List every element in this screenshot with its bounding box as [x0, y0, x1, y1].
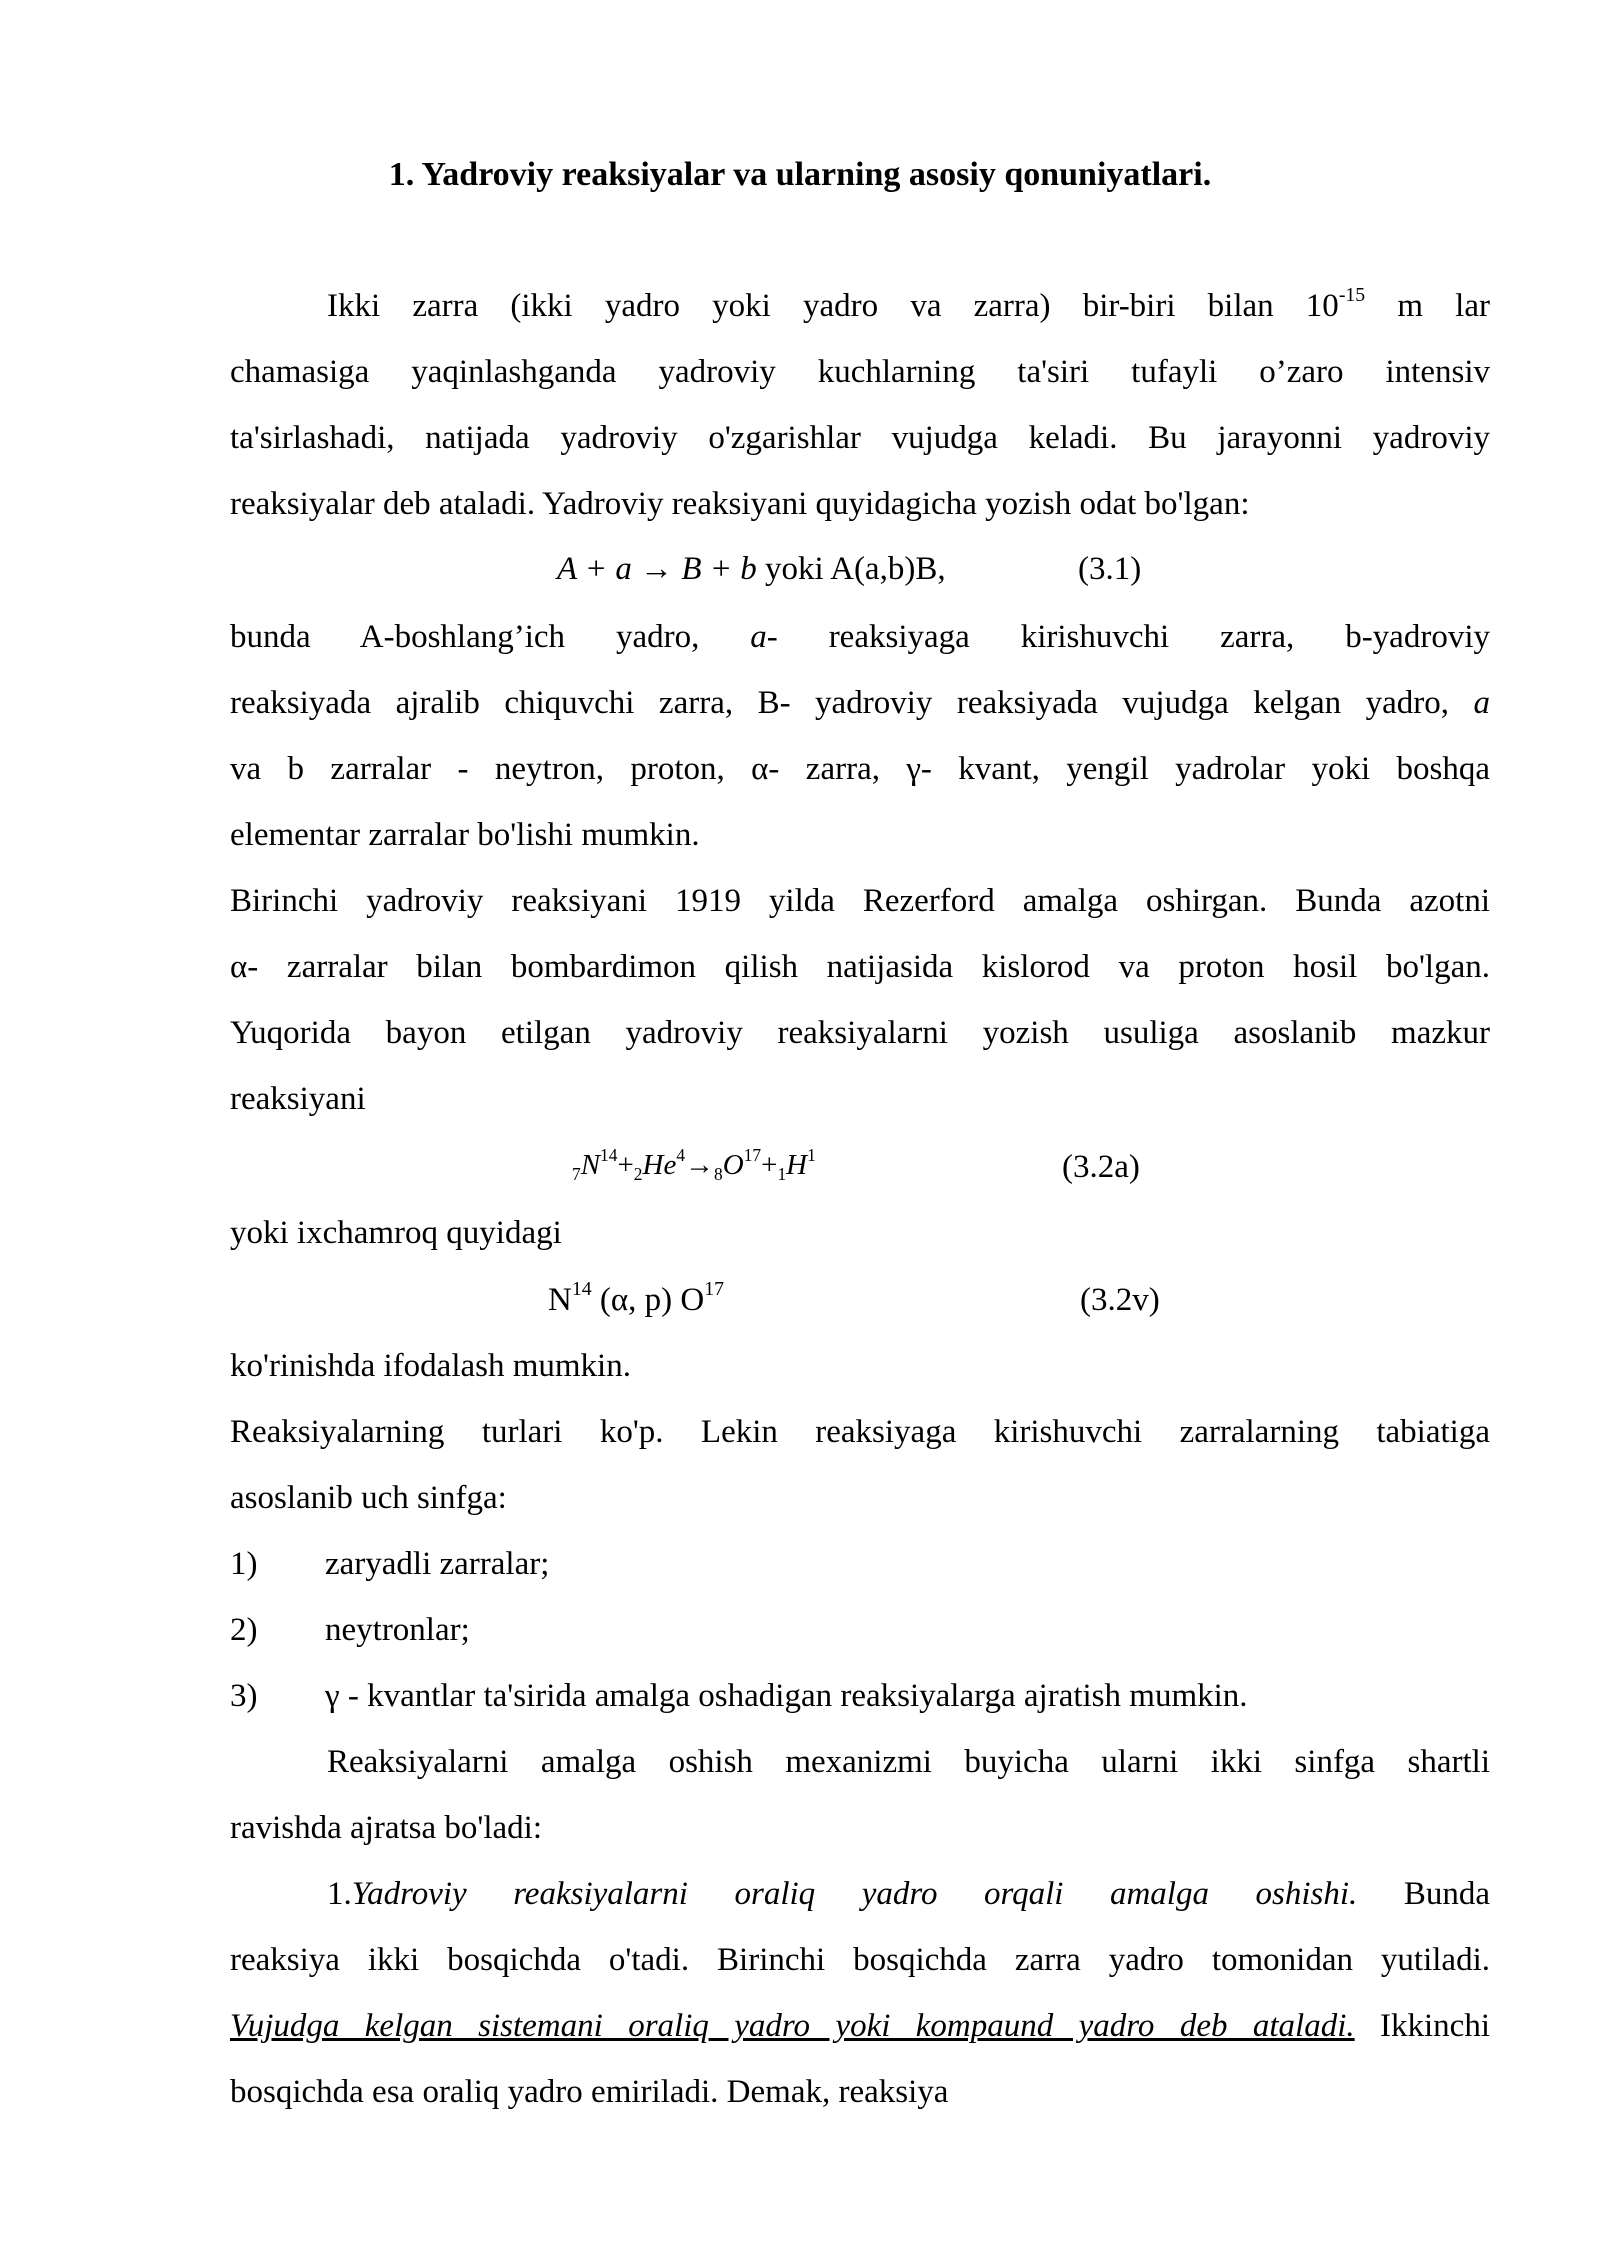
equation-3-2a [572, 1145, 816, 1188]
equation-number: (3.1) [1078, 551, 1142, 587]
element-symbol: N [548, 1282, 572, 1318]
paragraph-8-line-1 [327, 1874, 1490, 1914]
paragraph-2-line-1 [230, 617, 1490, 657]
list-item-number: 2) [230, 1612, 258, 1648]
list-item-text: neytronlar; [325, 1612, 470, 1648]
text-span: 1. [327, 1876, 352, 1912]
paragraph-7-line-2: ravishda ajratsa bo'ladi: [230, 1810, 543, 1846]
text-span: m lar [1365, 288, 1490, 324]
italic-symbol: a [1473, 685, 1490, 721]
paragraph-4: yoki ixchamroq quyidagi [230, 1215, 562, 1251]
plus-sign: + [617, 1149, 634, 1181]
italic-heading: Yadroviy reaksiyalarni oraliq yadro orqali amalga oshishi. [351, 1876, 1358, 1912]
mass-number: 4 [676, 1144, 686, 1165]
equation-number: (3.2a) [1062, 1149, 1140, 1185]
exponent: -15 [1338, 284, 1366, 307]
element-symbol: He [642, 1149, 677, 1181]
paragraph-6-line-1: Reaksiyalarning turlari ko'p. Lekin reaksiyaga kirishuvchi zarralarning tabiatiga [230, 1414, 1490, 1450]
reaction-arrow: → [685, 1149, 715, 1181]
text-span: Ikki zarra (ikki yadro yoki yadro va zarra) bir-biri bilan 10 [327, 288, 1339, 324]
paragraph-3-line-4: reaksiyani [230, 1081, 366, 1117]
text-span: reaksiyaga kirishuvchi zarra, b-yadroviy [777, 619, 1490, 655]
list-item-text: γ - kvantlar ta'sirida amalga oshadigan reaksiyalarga ajratish mumkin. [325, 1678, 1248, 1714]
element-symbol: N [580, 1149, 601, 1181]
paragraph-6-line-2: asoslanib uch sinfga: [230, 1480, 507, 1516]
section-title: 1. Yadroviy reaksiyalar va ularning asosiy qonuniyatlari. [388, 156, 1212, 193]
paragraph-5: ko'rinishda ifodalash mumkin. [230, 1348, 631, 1384]
text-span: reaksiyada ajralib chiquvchi zarra, B- yadroviy reaksiyada vujudga kelgan yadro, [230, 685, 1474, 721]
equation-formula: A + a → B + b [557, 551, 757, 587]
mass-number: 17 [743, 1144, 762, 1165]
paragraph-1-line-3: ta'sirlashadi, natijada yadroviy o'zgarishlar vujudga keladi. Bu jarayonni yadroviy [230, 420, 1490, 456]
italic-symbol: a- [750, 619, 778, 655]
paragraph-7-line-1: Reaksiyalarni amalga oshish mexanizmi buyicha ularni ikki sinfga shartli [327, 1744, 1490, 1780]
text-span: Bunda [1357, 1876, 1490, 1912]
equation-3-1 [557, 549, 946, 589]
text-span: Ikkinchi [1354, 2008, 1490, 2044]
paragraph-8-line-2: reaksiya ikki bosqichda o'tadi. Birinchi bosqichda zarra yadro tomonidan yutiladi. [230, 1942, 1490, 1978]
mass-number: 14 [571, 1278, 592, 1301]
atomic-number: 2 [633, 1164, 643, 1185]
list-item-number: 3) [230, 1678, 258, 1714]
paragraph-1-line-4: reaksiyalar deb ataladi. Yadroviy reaksiyani quyidagicha yozish odat bo'lgan: [230, 486, 1250, 522]
underlined-definition: Vujudga kelgan sistemani oraliq yadro yoki kompaund yadro deb ataladi. [230, 2008, 1355, 2044]
atomic-number: 7 [572, 1164, 581, 1185]
list-item-text: zaryadli zarralar; [325, 1546, 550, 1582]
atomic-number: 1 [777, 1164, 787, 1185]
element-symbol: O [722, 1149, 744, 1181]
plus-sign: + [761, 1149, 778, 1181]
paragraph-3-line-1: Birinchi yadroviy reaksiyani 1919 yilda Rezerford amalga oshirgan. Bunda azotni [230, 883, 1490, 919]
paragraph-3-line-3: Yuqorida bayon etilgan yadroviy reaksiyalarni yozish usuliga asoslanib mazkur [230, 1015, 1490, 1051]
mass-number: 14 [600, 1144, 618, 1165]
paragraph-8-line-4: bosqichda esa oraliq yadro emiriladi. Demak, reaksiya [230, 2074, 949, 2110]
paragraph-3-line-2: α- zarralar bilan bombardimon qilish natijasida kislorod va proton hosil bo'lgan. [230, 949, 1490, 985]
paragraph-2-line-2 [230, 683, 1490, 723]
equation-alt-notation: yoki A(a,b)B, [756, 551, 946, 587]
atomic-number: 8 [714, 1164, 723, 1185]
equation-number: (3.2v) [1080, 1282, 1160, 1318]
text-span: bunda A-boshlang’ich yadro, [230, 619, 751, 655]
list-item-number: 1) [230, 1546, 258, 1582]
element-symbol: H [786, 1149, 808, 1181]
mass-number: 1 [807, 1144, 816, 1165]
mass-number: 17 [704, 1278, 725, 1301]
paragraph-8-line-3 [230, 2006, 1490, 2046]
paragraph-2-line-3: va b zarralar - neytron, proton, α- zarra, γ- kvant, yengil yadrolar yoki boshqa [230, 751, 1490, 787]
paragraph-2-line-4: elementar zarralar bo'lishi mumkin. [230, 817, 700, 853]
reaction-notation: (α, p) O [591, 1282, 705, 1318]
paragraph-1-line-2: chamasiga yaqinlashganda yadroviy kuchlarning ta'siri tufayli o’zaro intensiv [230, 354, 1490, 390]
paragraph-1-line-1 [327, 286, 1490, 330]
equation-3-2v [548, 1280, 724, 1324]
